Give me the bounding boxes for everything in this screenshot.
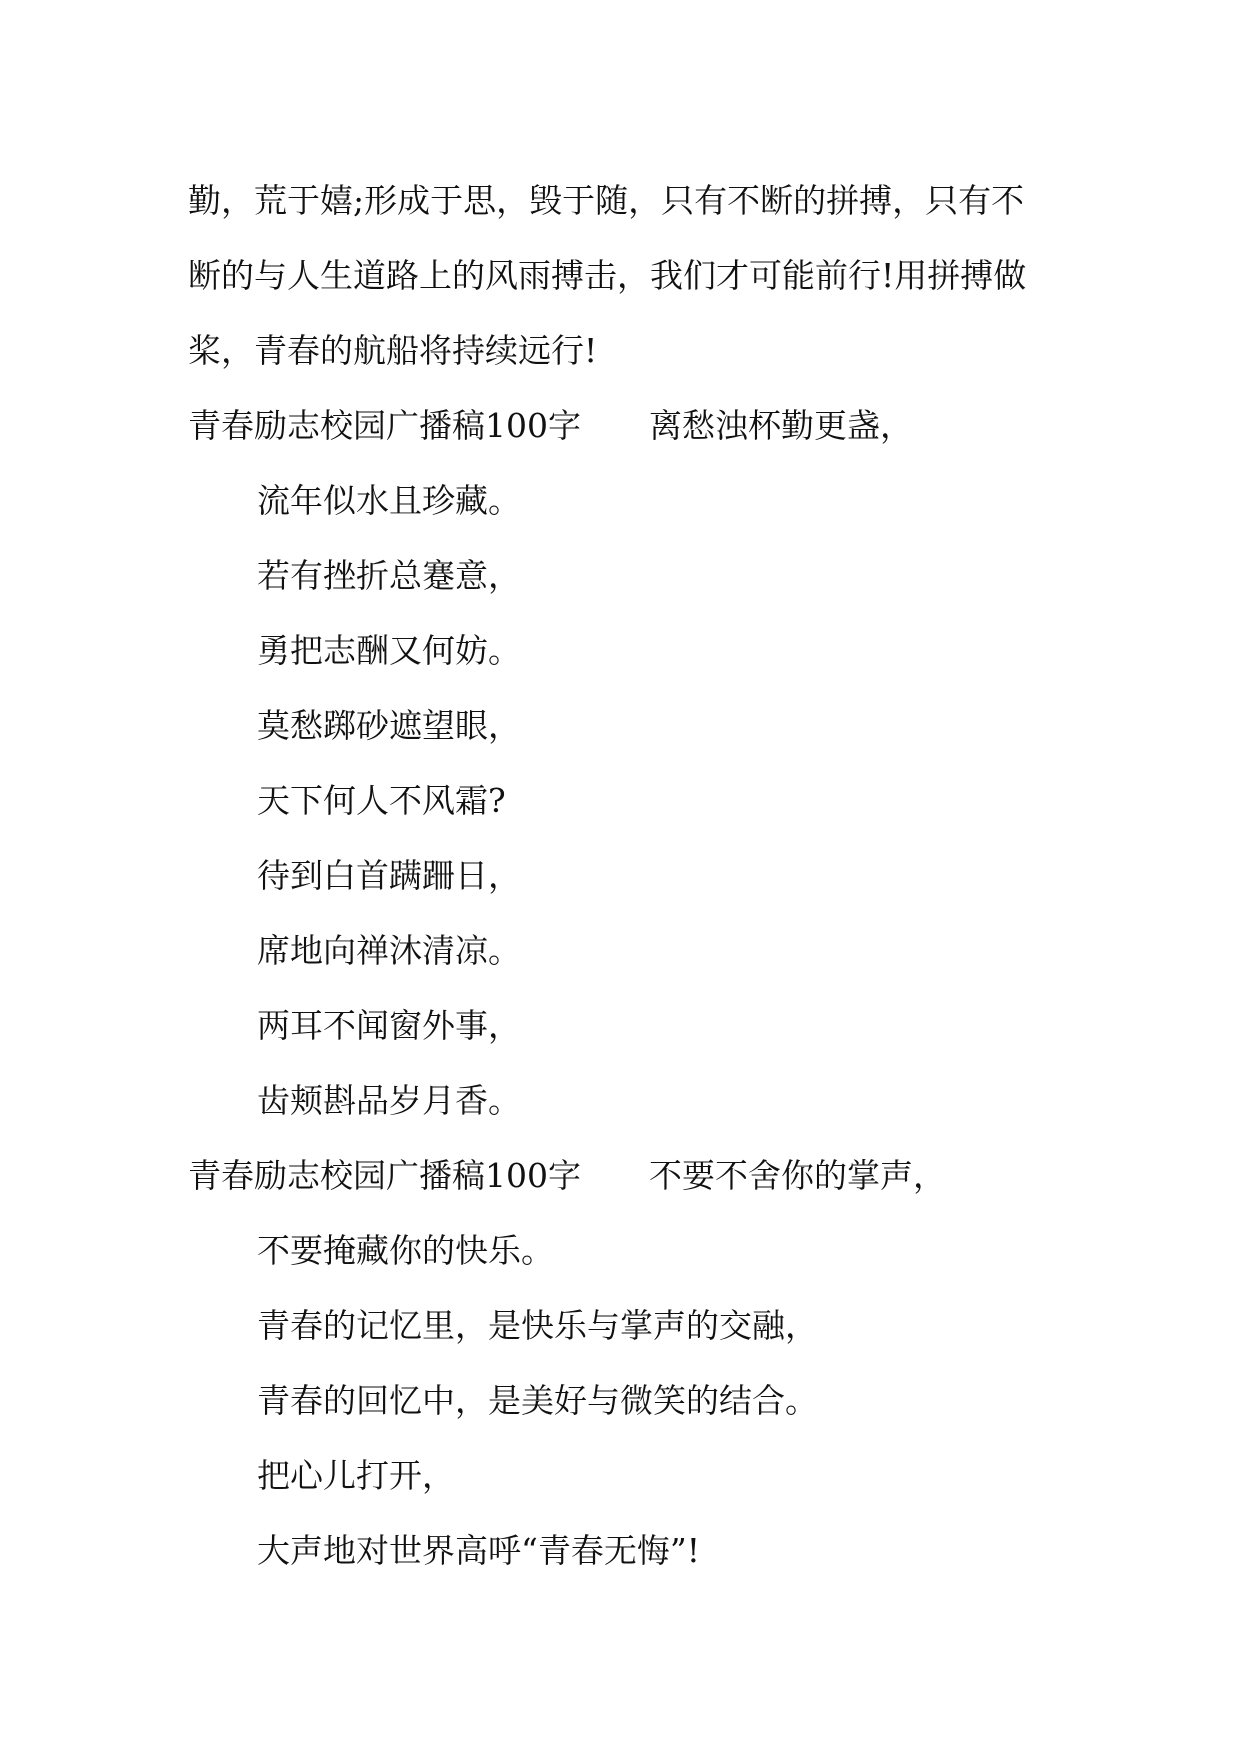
section-heading: 青春励志校园广播稿100字 <box>188 406 581 445</box>
poem-line: 把心儿打开， <box>257 1456 455 1495</box>
document-page <box>188 163 1068 1588</box>
poem-line: 不要不舍你的掌声， <box>649 1156 946 1195</box>
poem-line: 青春的回忆中，是美好与微笑的结合。 <box>257 1381 818 1420</box>
poem-line: 待到白首蹒跚日， <box>257 856 521 895</box>
poem-line: 离愁浊杯勤更盏， <box>649 406 913 445</box>
section-heading-line <box>188 388 1068 463</box>
poem-line: 不要掩藏你的快乐。 <box>257 1231 554 1270</box>
section-heading-line <box>188 1138 1068 1213</box>
poem-line: 大声地对世界高呼“青春无悔”! <box>257 1531 701 1570</box>
poem-line: 青春的记忆里，是快乐与掌声的交融， <box>257 1306 818 1345</box>
poem-line: 齿颊斟品岁月香。 <box>257 1081 521 1120</box>
intro-line: 桨，青春的航船将持续远行! <box>188 331 598 370</box>
poem-line: 天下何人不风霜? <box>257 781 506 820</box>
poem-line: 勇把志酬又何妨。 <box>257 631 521 670</box>
poem-line: 若有挫折总蹇意， <box>257 556 521 595</box>
intro-line: 断的与人生道路上的风雨搏击，我们才可能前行!用拼搏做 <box>188 256 1027 295</box>
poem-line: 莫愁踯砂遮望眼， <box>257 706 521 745</box>
intro-line: 勤，荒于嬉;形成于思，毁于随，只有不断的拼搏，只有不 <box>188 181 1025 220</box>
section-heading: 青春励志校园广播稿100字 <box>188 1156 581 1195</box>
poem-line: 流年似水且珍藏。 <box>257 481 521 520</box>
poem-line: 两耳不闻窗外事， <box>257 1006 521 1045</box>
poem-line: 席地向禅沐清凉。 <box>257 931 521 970</box>
